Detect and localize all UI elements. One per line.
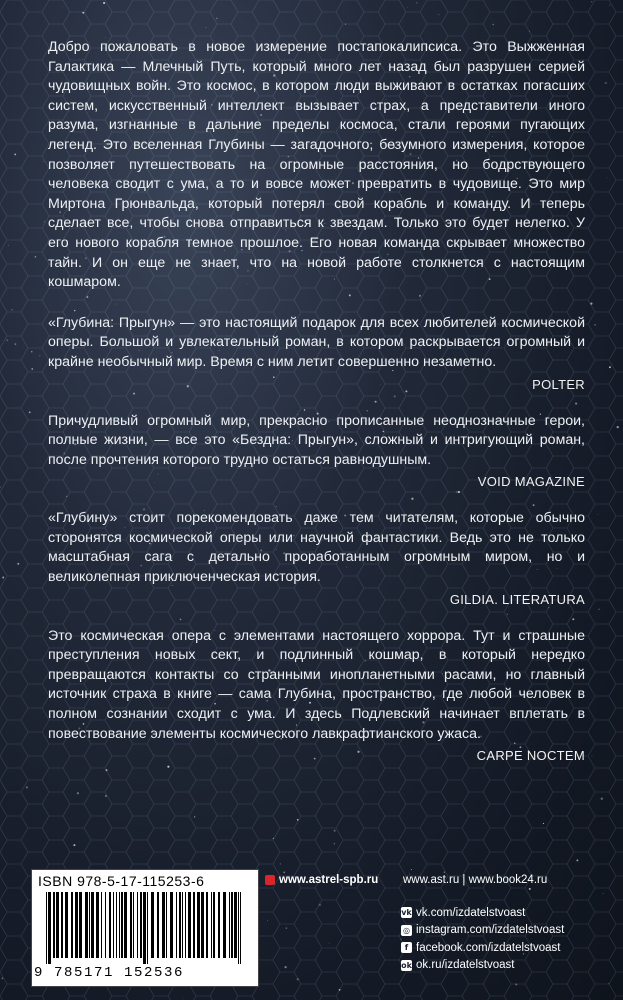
barcode-bar bbox=[231, 892, 233, 958]
star bbox=[609, 366, 611, 368]
star bbox=[438, 14, 439, 15]
star bbox=[590, 303, 592, 305]
star bbox=[407, 7, 408, 8]
barcode-bar bbox=[56, 892, 59, 958]
barcode-bar bbox=[89, 892, 90, 958]
star bbox=[206, 27, 207, 28]
barcode-bar bbox=[124, 892, 127, 958]
barcode-bar bbox=[46, 892, 47, 964]
barcode-bar bbox=[213, 892, 215, 958]
star bbox=[15, 343, 17, 345]
star bbox=[297, 978, 299, 980]
star bbox=[603, 893, 604, 894]
barcode-bar bbox=[143, 892, 146, 964]
social-link-text: facebook.com/izdatelstvoast bbox=[416, 941, 561, 954]
barcode-bar bbox=[133, 892, 134, 958]
star bbox=[492, 24, 493, 25]
star bbox=[280, 863, 281, 864]
review-source: POLTER bbox=[532, 376, 585, 392]
star bbox=[594, 324, 595, 325]
barcode-bar bbox=[182, 892, 183, 958]
social-link-text: instagram.com/izdatelstvoast bbox=[416, 924, 565, 937]
barcode-bar bbox=[166, 892, 167, 958]
barcode-bar bbox=[140, 892, 142, 958]
barcode-bar bbox=[211, 892, 212, 958]
review-text: Причудливый огромный мир, прекрасно прописанные неоднозначные герои, полные жизни, — все это «Бездна: Прыгун», сложный и интригующий роман, после прочтения которого трудно остаться равнодушным. bbox=[48, 412, 585, 468]
social-link-text: ok.ru/izdatelstvoast bbox=[416, 959, 515, 972]
barcode-digits: 9 785171 152536 bbox=[34, 965, 185, 981]
star bbox=[601, 798, 603, 800]
star bbox=[605, 82, 607, 84]
astrel-logo-icon bbox=[265, 875, 275, 885]
star bbox=[39, 355, 40, 356]
social-link-instagram[interactable] bbox=[401, 922, 564, 940]
barcode-bar bbox=[193, 892, 195, 958]
barcode-bar bbox=[48, 892, 51, 964]
barcode-bar bbox=[188, 892, 191, 958]
barcode-bar bbox=[240, 892, 241, 964]
instagram-icon: ◎ bbox=[401, 925, 412, 936]
review-block bbox=[48, 314, 585, 392]
star bbox=[339, 989, 341, 991]
star bbox=[194, 816, 195, 817]
barcode-bar bbox=[85, 892, 88, 958]
isbn-barcode bbox=[31, 869, 259, 987]
isbn-number: ISBN 978-5-17-115253-6 bbox=[38, 873, 205, 889]
barcode-bar bbox=[206, 892, 208, 958]
barcode-bar bbox=[105, 892, 106, 958]
social-link-facebook[interactable] bbox=[401, 939, 564, 957]
star bbox=[286, 927, 288, 929]
star bbox=[285, 966, 287, 968]
barcode-bar bbox=[157, 892, 159, 958]
barcode-bar bbox=[53, 892, 55, 958]
social-link-odnoklassniki[interactable] bbox=[401, 957, 564, 975]
review-block bbox=[48, 412, 585, 490]
barcode-bar bbox=[147, 892, 148, 964]
barcode-bar bbox=[179, 892, 181, 958]
barcode-bar bbox=[65, 892, 68, 958]
barcode-bar bbox=[75, 892, 78, 958]
star bbox=[576, 859, 578, 861]
star bbox=[334, 830, 336, 832]
star bbox=[297, 819, 299, 821]
barcode-bar bbox=[96, 892, 99, 958]
barcode-bar bbox=[229, 892, 230, 958]
review-text: «Глубину» стоит порекомендовать даже тем читателям, которые обычно сторонятся космической оперы или научной фантастики. Ведь это не только масштабная сага с детально проработанным огромным миром, но и великолепная приключенческая история. bbox=[48, 510, 585, 586]
star bbox=[273, 838, 274, 839]
barcode-bar bbox=[121, 892, 123, 958]
star bbox=[0, 486, 1, 487]
barcode-bar bbox=[113, 892, 114, 958]
star bbox=[610, 5, 611, 6]
book-synopsis: Добро пожаловать в новое измерение постапокалипсиса. Это Выжженная Галактика — Млечный Путь, который много лет назад был разрушен серией чудовищных войн. Это космос, в котором люди выживают в остатках погасших систем, искусственный интеллект вызывает страх, а представители иного разума, изгнанные в дальние пределы космоса, стали героями пугающих легенд. Это вселенная Глубины — загадочного, безумного измерения, которое позволяет путешествовать на огромные расстояния, но бодрствующего человека сводит с ума, а то и вовсе может превратить в чудовище. Это мир Миртона Грюнвальда, который потерял свой корабль и команду. И теперь сделает все, чтобы снова отправиться к звездам. Только это будет нелегко. У его нового корабля темное прошлое. Его новая команда скрывает множество тайн. И он еще не знает, что на новой работе столкнется с настоящим кошмаром. bbox=[48, 39, 585, 291]
star bbox=[599, 609, 600, 610]
barcode-bar bbox=[130, 892, 132, 958]
social-link-vk[interactable] bbox=[401, 904, 564, 922]
review-block bbox=[48, 627, 585, 764]
barcode-bars bbox=[46, 892, 246, 964]
vk-icon: vk bbox=[401, 908, 412, 918]
star bbox=[319, 904, 321, 906]
star bbox=[31, 351, 32, 352]
star bbox=[8, 245, 9, 246]
barcode-bar bbox=[61, 892, 63, 958]
barcode-bar bbox=[238, 892, 239, 964]
review-source: GILDIA. LITERATURA bbox=[449, 591, 585, 607]
barcode-bar bbox=[170, 892, 173, 958]
review-source: VOID MAGAZINE bbox=[477, 474, 585, 490]
review-text: «Глубина: Прыгун» — это настоящий подарок для всех любителей космической оперы. Большой и увлекательный роман, в котором раскрывается огромный и крайне необычный мир. Время с ним летит совершенно незаметно. bbox=[48, 314, 585, 370]
star bbox=[26, 786, 28, 788]
star bbox=[329, 943, 330, 944]
social-link-text: vk.com/izdatelstvoast bbox=[416, 906, 526, 919]
star bbox=[216, 18, 217, 19]
star bbox=[283, 871, 285, 873]
barcode-bar bbox=[137, 892, 138, 958]
barcode-bar bbox=[79, 892, 82, 958]
facebook-icon: f bbox=[401, 942, 412, 953]
barcode-bar bbox=[91, 892, 94, 958]
star bbox=[515, 984, 517, 986]
star bbox=[345, 24, 346, 25]
barcode-bar bbox=[197, 892, 200, 958]
star bbox=[1, 978, 3, 980]
review-block bbox=[48, 509, 585, 606]
star bbox=[529, 31, 530, 32]
star bbox=[607, 177, 608, 178]
barcode-bar bbox=[101, 892, 102, 958]
barcode-bar bbox=[119, 892, 120, 958]
publisher-link[interactable] bbox=[265, 874, 378, 886]
star bbox=[14, 153, 16, 155]
back-cover-text bbox=[48, 38, 585, 783]
star bbox=[17, 563, 19, 565]
barcode-bar bbox=[223, 892, 226, 958]
barcode-bar bbox=[218, 892, 220, 958]
barcode-bar bbox=[176, 892, 177, 958]
star bbox=[105, 795, 107, 797]
star bbox=[543, 823, 544, 824]
star bbox=[444, 871, 445, 872]
social-links bbox=[401, 904, 564, 974]
star bbox=[73, 844, 75, 846]
star bbox=[617, 426, 619, 428]
publisher-sites[interactable]: www.ast.ru | www.book24.ru bbox=[403, 874, 548, 886]
barcode-bar bbox=[201, 892, 204, 958]
star bbox=[77, 792, 79, 794]
star bbox=[103, 2, 105, 4]
star bbox=[11, 309, 13, 311]
review-text: Это космическая опера с элементами настоящего хоррора. Тут и страшные преступления новых сект, и подлинный кошмар, в который нередко превращаются контакты со странными инопланетными расами, но главный источник страха в книге — сама Глубина, пространство, где любой человек в полном сознании сходит с ума. И здесь Подлевский начинает вплетать в повествование элементы космического лавкрафтианского ужаса. bbox=[48, 627, 585, 742]
star bbox=[44, 221, 45, 222]
star bbox=[591, 1, 592, 2]
barcode-bar bbox=[109, 892, 111, 958]
barcode-bar bbox=[234, 892, 237, 958]
barcode-bar bbox=[185, 892, 186, 958]
review-source: CARPE NOCTEM bbox=[476, 748, 585, 764]
barcode-bar bbox=[162, 892, 165, 958]
barcode-bar bbox=[116, 892, 117, 958]
barcode-bar bbox=[151, 892, 154, 958]
star bbox=[267, 920, 268, 921]
star bbox=[592, 756, 593, 757]
star bbox=[608, 983, 609, 984]
star bbox=[334, 843, 335, 844]
star bbox=[416, 2, 417, 3]
odnoklassniki-icon: ok bbox=[401, 960, 412, 970]
star bbox=[29, 411, 31, 413]
star bbox=[529, 888, 531, 890]
star bbox=[2, 577, 4, 579]
star bbox=[597, 514, 598, 515]
star bbox=[82, 12, 84, 14]
star bbox=[31, 368, 32, 369]
publisher-site: www.astrel-spb.ru bbox=[279, 874, 379, 886]
barcode-bar bbox=[71, 892, 73, 958]
star bbox=[35, 256, 37, 258]
star bbox=[411, 869, 412, 870]
star bbox=[6, 339, 8, 341]
star bbox=[44, 161, 45, 162]
star bbox=[183, 998, 184, 999]
